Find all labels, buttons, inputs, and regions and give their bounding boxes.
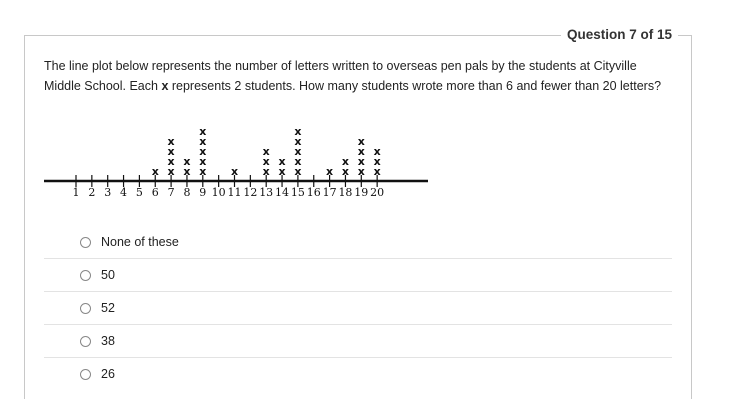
tick-label: 11 [227, 186, 242, 199]
tick-label: 1 [72, 186, 80, 199]
radio-button[interactable] [80, 369, 91, 380]
tick-label: 14 [275, 186, 290, 199]
x-mark: x [199, 135, 207, 148]
x-mark: x [199, 145, 207, 158]
choice-label: 52 [101, 301, 115, 315]
choice-52[interactable] [44, 292, 672, 325]
tick-label: 4 [120, 186, 128, 199]
x-mark: x [326, 165, 334, 178]
x-mark: x [199, 125, 207, 138]
x-mark: x [199, 155, 207, 168]
x-mark: x [373, 155, 381, 168]
question-text-part2: represents 2 students. How many students wrote more than 6 and fewer than 20 letters? [168, 79, 662, 93]
x-mark: x [294, 165, 302, 178]
choice-label: None of these [101, 235, 179, 249]
question-text-part1: The line plot below represents the number of letters written to overseas pen pals by the students at Cityville Middle School. Each [44, 59, 637, 93]
radio-button[interactable] [80, 237, 91, 248]
x-mark: x [357, 135, 365, 148]
x-mark: x [278, 165, 286, 178]
tick-label: 19 [354, 186, 369, 199]
tick-label: 10 [211, 186, 226, 199]
tick-label: 3 [104, 186, 112, 199]
choice-26[interactable] [44, 358, 672, 390]
x-mark: x [167, 135, 175, 148]
question-text-bold: x [161, 79, 169, 93]
x-mark: x [294, 145, 302, 158]
radio-button[interactable] [80, 270, 91, 281]
x-mark: x [262, 165, 270, 178]
x-mark: x [373, 145, 381, 158]
x-mark: x [167, 145, 175, 158]
choice-label: 38 [101, 334, 115, 348]
x-mark: x [341, 155, 350, 168]
x-mark: x [167, 155, 175, 168]
line-plot [40, 118, 440, 202]
x-mark: x [183, 165, 191, 178]
choice-label: 26 [101, 367, 115, 381]
tick-label: 12 [243, 186, 258, 199]
line-plot-svg [40, 118, 440, 202]
choice-none-of-these[interactable] [44, 226, 672, 259]
tick-label: 6 [151, 186, 159, 199]
choice-50[interactable] [44, 259, 672, 292]
tick-label: 8 [183, 186, 191, 199]
question-counter: Question 7 of 15 [561, 27, 678, 42]
choice-label: 50 [101, 268, 115, 282]
tick-label: 20 [370, 186, 385, 199]
radio-button[interactable] [80, 303, 91, 314]
x-mark: x [262, 145, 270, 158]
x-mark: x [262, 155, 270, 168]
tick-label: 15 [290, 186, 305, 199]
x-mark: x [294, 155, 302, 168]
x-mark: x [294, 125, 302, 138]
x-mark: x [373, 165, 381, 178]
x-mark: x [230, 165, 239, 178]
choice-38[interactable] [44, 325, 672, 358]
tick-label: 18 [338, 186, 353, 199]
radio-button[interactable] [80, 336, 91, 347]
answer-choices [44, 226, 672, 390]
tick-label: 2 [88, 186, 96, 199]
x-mark: x [341, 165, 350, 178]
tick-label: 5 [135, 186, 143, 199]
tick-label: 13 [259, 186, 274, 199]
x-mark: x [183, 155, 191, 168]
tick-label: 16 [306, 186, 321, 199]
x-mark: x [167, 165, 175, 178]
x-mark: x [357, 145, 365, 158]
x-mark: x [151, 165, 159, 178]
x-mark: x [294, 135, 302, 148]
question-text [44, 56, 674, 96]
x-mark: x [199, 165, 207, 178]
x-mark: x [357, 165, 365, 178]
x-mark: x [357, 155, 365, 168]
tick-label: 7 [167, 186, 175, 199]
x-mark: x [278, 155, 286, 168]
tick-label: 17 [322, 186, 337, 199]
tick-label: 9 [199, 186, 207, 199]
